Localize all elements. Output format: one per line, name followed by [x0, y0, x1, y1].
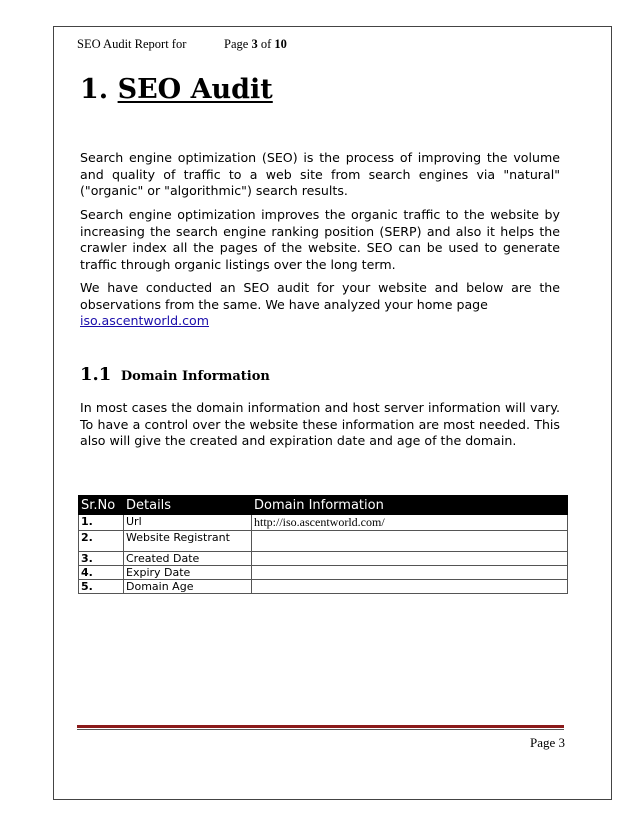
row-domain-info: http://iso.ascentworld.com/	[252, 515, 568, 531]
website-link[interactable]: iso.ascentworld.com	[80, 313, 209, 328]
paragraph-audit-intro	[80, 280, 560, 330]
paragraph-domain-info: In most cases the domain information and host server information will vary. To have a control over the website these information are most needed. This also will give the created and expiration date and age of the domain.	[80, 400, 560, 448]
table-row	[79, 552, 568, 566]
section-1-heading	[80, 74, 273, 105]
table-header-row	[79, 496, 568, 515]
report-title: SEO Audit Report for	[77, 37, 187, 51]
footer-rule-thin	[77, 729, 564, 730]
row-detail: Website Registrant	[124, 531, 252, 552]
row-detail: Url	[124, 515, 252, 531]
row-detail: Domain Age	[124, 580, 252, 594]
domain-information-table	[78, 495, 568, 594]
page-of: of	[260, 37, 272, 51]
row-sr-no: 5.	[79, 580, 124, 594]
table-row	[79, 566, 568, 580]
header-details: Details	[124, 496, 252, 515]
audit-intro-text: We have conducted an SEO audit for your website and below are the observations from the same. We have analyzed your home page	[80, 280, 560, 312]
row-sr-no: 2.	[79, 531, 124, 552]
section-1-1-number: 1.1	[80, 364, 112, 385]
section-1-1-title: Domain Information	[120, 369, 270, 384]
row-domain-info	[252, 580, 568, 594]
row-detail: Created Date	[124, 552, 252, 566]
page-prefix: Page	[224, 37, 249, 51]
row-domain-info	[252, 566, 568, 580]
page-header	[77, 37, 287, 52]
row-sr-no: 1.	[79, 515, 124, 531]
footer-page-label: Page 3	[530, 735, 566, 750]
header-page-number	[224, 37, 287, 52]
paragraph-seo-definition: Search engine optimization (SEO) is the process of improving the volume and quality of traffic to a web site from search engines via "natural" ("organic" or "algorithmic") search results.	[80, 150, 560, 198]
section-1-number: 1.	[80, 74, 109, 105]
section-1-title: SEO Audit	[117, 74, 273, 105]
footer-rule	[77, 725, 564, 728]
section-1-1-heading	[80, 364, 270, 385]
page-total: 10	[274, 37, 287, 51]
row-sr-no: 3.	[79, 552, 124, 566]
paragraph-seo-benefits: Search engine optimization improves the organic traffic to the website by increasing the search engine ranking position (SERP) and also it helps the crawler index all the pages of the website. SEO can be used to generate traffic through organic listings over the long term.	[80, 207, 560, 272]
page-current: 3	[251, 37, 258, 51]
header-sr-no: Sr.No	[79, 496, 124, 515]
table-row	[79, 531, 568, 552]
table-row	[79, 515, 568, 531]
row-sr-no: 4.	[79, 566, 124, 580]
row-detail: Expiry Date	[124, 566, 252, 580]
row-domain-info	[252, 531, 568, 552]
row-domain-info	[252, 552, 568, 566]
table-row	[79, 580, 568, 594]
header-domain-information: Domain Information	[252, 496, 568, 515]
